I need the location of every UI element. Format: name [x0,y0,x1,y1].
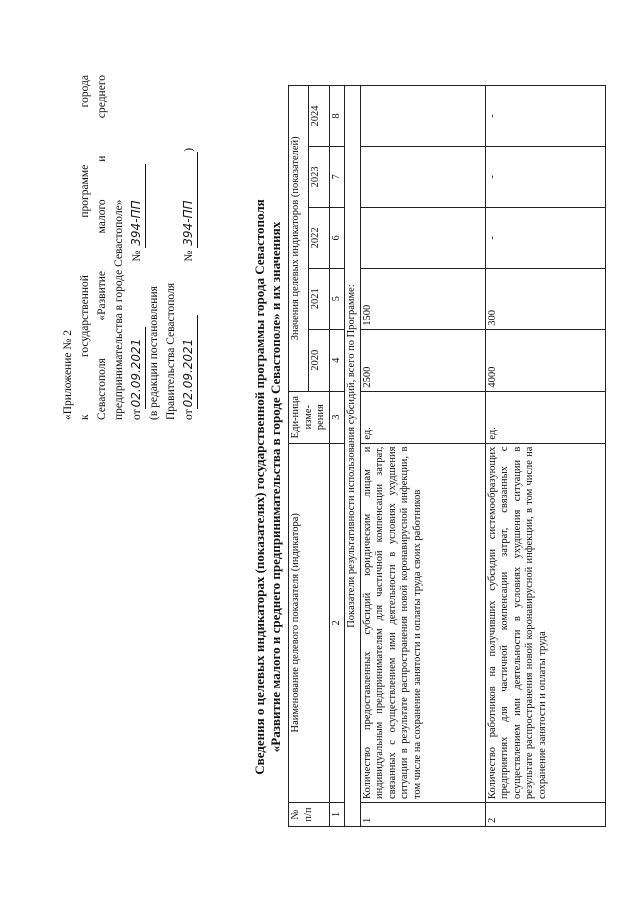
col-number: 2 [329,443,345,802]
row-value-2022 [360,207,485,268]
col-number: 1 [329,803,345,827]
row-unit: ед. [485,391,605,443]
approval-line-4: предпринимательства в городе Севастополе» [113,199,125,420]
approval-from-label: от [183,409,195,420]
approval-line-7: Правительства Севастополя [165,282,177,420]
col-number: 5 [329,268,345,329]
approval-block [60,75,198,420]
col-number: 4 [329,329,345,391]
header-name: Наименование целевого показателя (индикатора) [289,443,330,802]
year-2021: 2021 [309,268,329,329]
header-unit: Еди-ница изме-рения [289,391,330,443]
row-value-2024: - [485,86,605,147]
title-line-2: «Развитие малого и среднего предпринимательства в городе Севастополе» и их значениях [268,221,283,753]
row-name: Количество работников на получивших субсидии системообразующих предприятиях для частичной компенсации затрат, связанных с осуществлением ими деятельности в условиях ухудшения ситуации в результате распространения новой коронавирусной инфекции, в том числе на сохранение занятости и оплаты труда [485,443,605,802]
col-number: 6 [329,207,345,268]
table-row [360,86,485,827]
year-2024: 2024 [309,86,329,147]
col-number: 7 [329,146,345,207]
row-num: 1 [360,803,485,827]
row-value-2021: 300 [485,268,605,329]
approval-line-2: к государственной программе города [79,75,91,420]
approval-line-3: Севастополя «Развитие малого и среднего [96,75,108,420]
header-row [289,86,309,827]
year-2023: 2023 [309,146,329,207]
table-row [485,86,605,827]
year-2020: 2020 [309,329,329,391]
row-value-2024 [360,86,485,147]
approval-number-label: № [183,250,195,262]
title-line-1: Сведения о целевых индикаторах (показателях) государственной программы города Севастополя [252,199,267,775]
row-value-2023: - [485,146,605,207]
row-unit: ед. [360,391,485,443]
closing-paren: ) [183,147,195,152]
handwritten-number: 394-ПП [180,152,198,248]
col-number: 3 [329,391,345,443]
approval-from-label: от [131,409,143,420]
approval-number-label: № [131,250,143,262]
col-number: 8 [329,86,345,147]
section-row [345,86,361,827]
row-num: 2 [485,803,605,827]
row-value-2020: 2500 [360,329,485,391]
row-value-2020: 4000 [485,329,605,391]
handwritten-date: 02.09.2021 [128,327,146,409]
approval-line-1: «Приложение № 2 [62,330,74,420]
approval-line-6: (в редакции постановления [148,286,160,420]
column-numbers-row [329,86,345,827]
header-values-group: Значения целевых индикаторов (показателей) [289,86,309,392]
row-value-2023 [360,146,485,207]
header-num: № п/п [289,803,330,827]
row-value-2021: 1500 [360,268,485,329]
handwritten-number: 394-ПП [128,164,146,248]
approval-line-8 [180,75,198,420]
handwritten-date: 02.09.2021 [180,315,198,409]
approval-line-5 [128,75,146,420]
indicators-table [288,85,606,827]
section-title: Показатели результативности использования субсидий, всего по Программе: [345,86,361,827]
row-name: Количество предоставленных субсидий юридическим лицам и индивидуальным предпринимателям для частичной компенсации затрат, связанных с осуществлением ими деятельности в условиях ухудшения ситуации в результате распространения новой коронавирусной инфекции, в том числе на сохранение занятости и оплаты труда своих работников [360,443,485,802]
row-value-2022: - [485,207,605,268]
document-title [252,147,284,827]
year-2022: 2022 [309,207,329,268]
